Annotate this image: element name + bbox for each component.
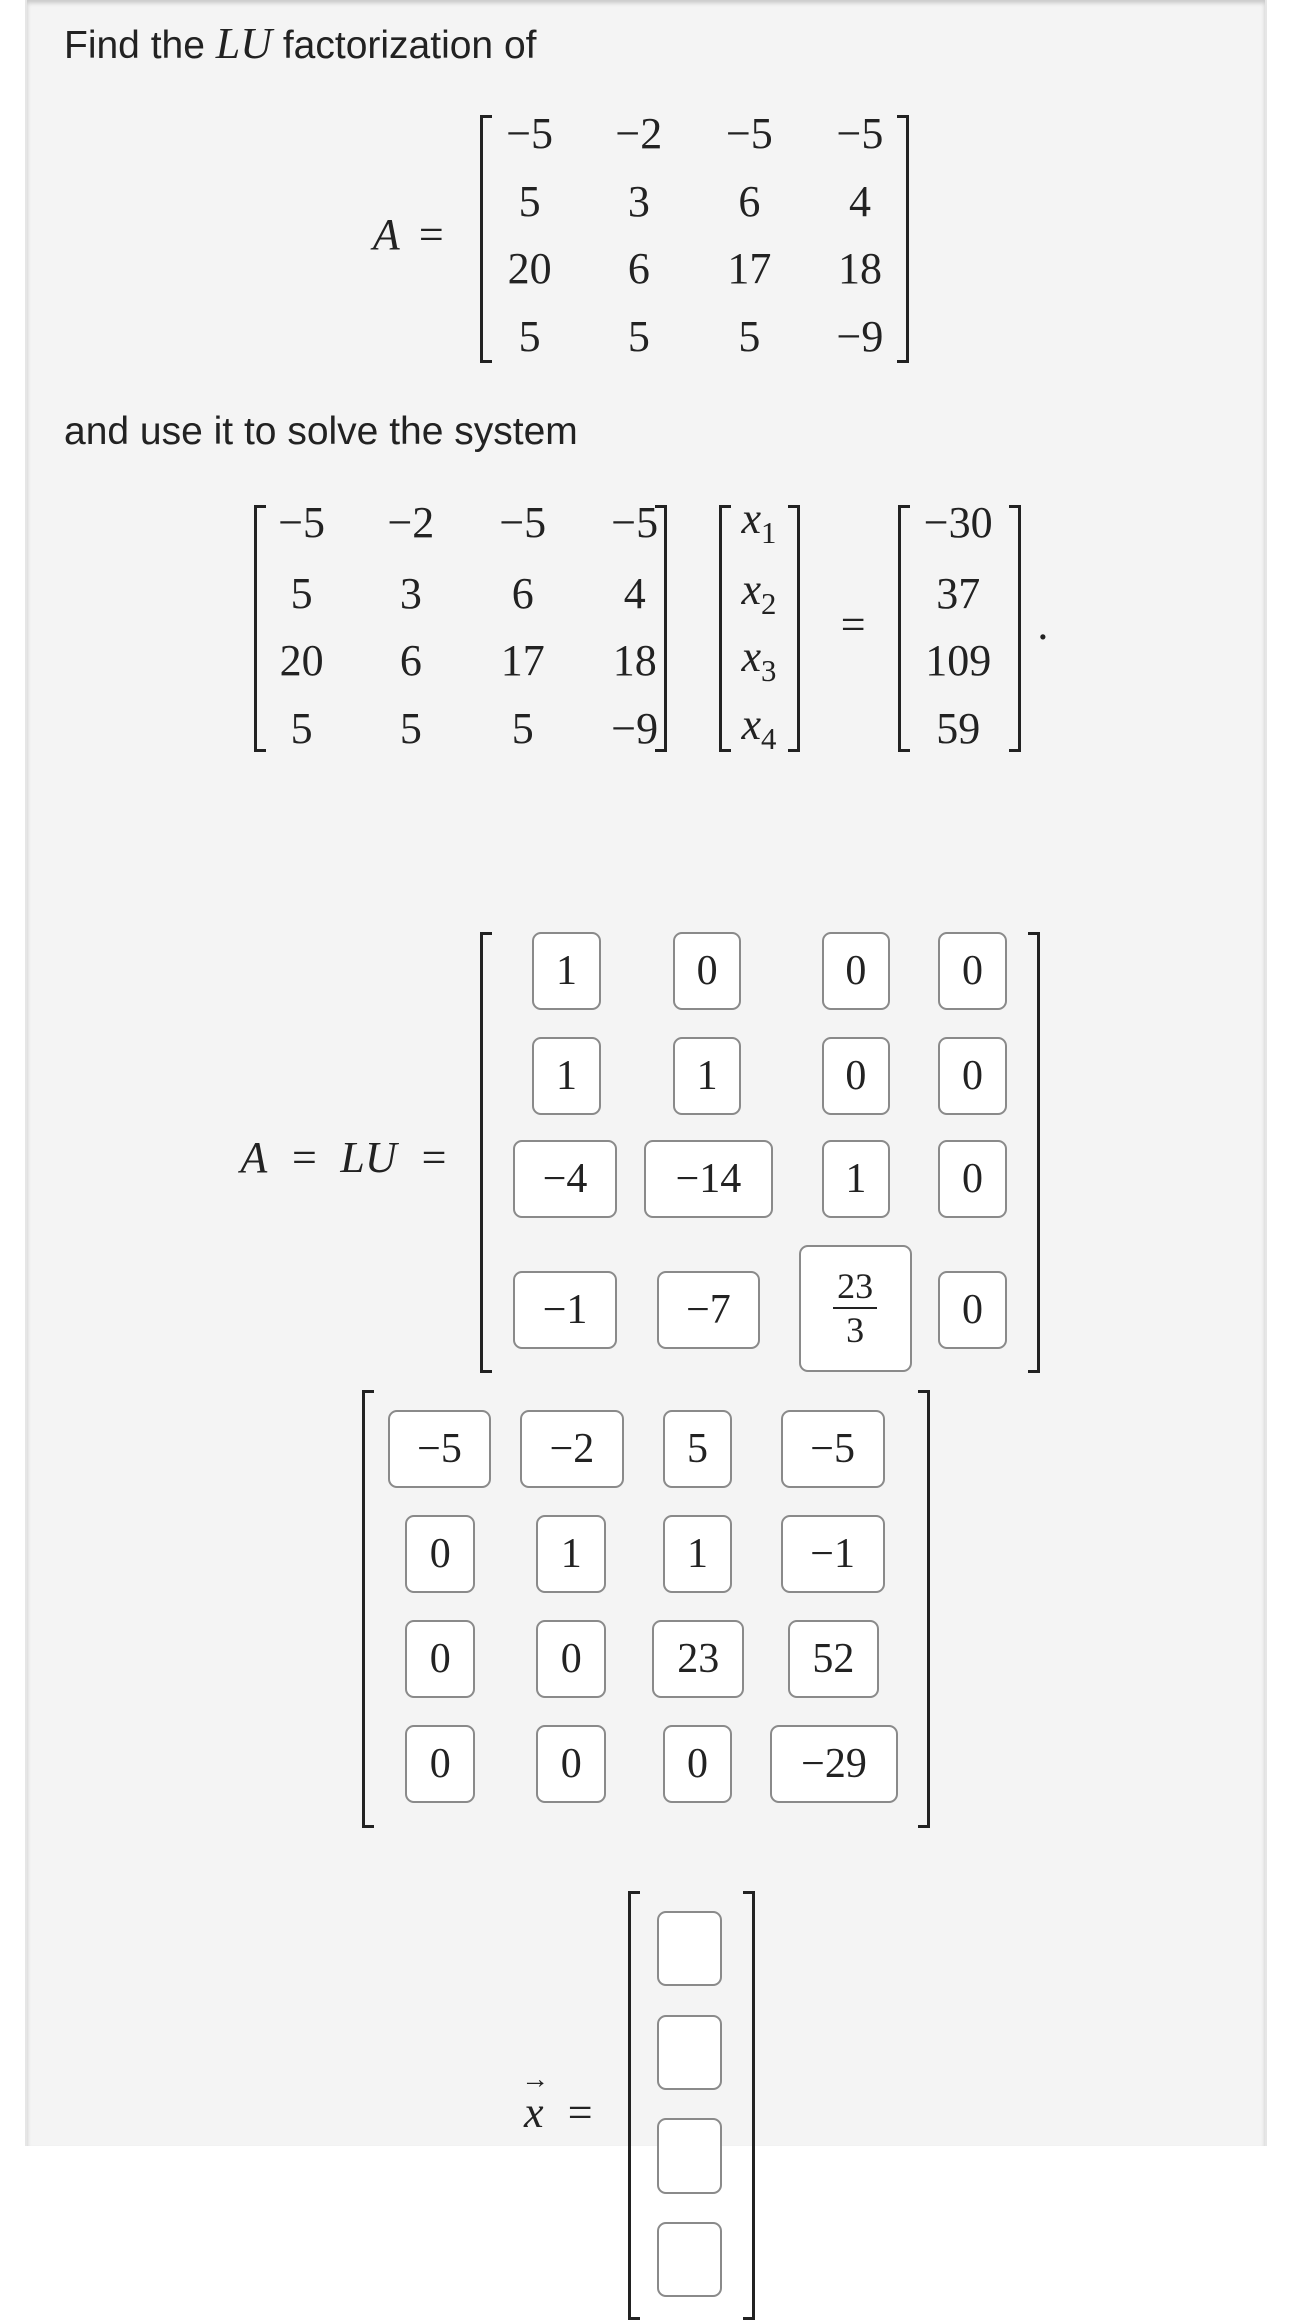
l-entry-input[interactable]: 0 — [938, 932, 1008, 1010]
rhs-vector-right-bracket — [1009, 505, 1021, 752]
u-entry-input[interactable]: 0 — [405, 1725, 475, 1803]
solution-entry-input[interactable] — [657, 1911, 723, 1986]
period: . — [1037, 600, 1049, 650]
u-entry-input[interactable]: −1 — [781, 1515, 885, 1593]
u-entry-input[interactable]: 23 — [652, 1620, 743, 1698]
solution-vector-left-bracket — [628, 1891, 640, 2320]
intro-after: factorization of — [272, 24, 537, 67]
u-entry-input[interactable]: −29 — [770, 1725, 898, 1803]
system-matrix-cell: 4 — [623, 568, 646, 618]
u-entry-input[interactable]: 0 — [536, 1725, 606, 1803]
u-entry-input[interactable]: 0 — [405, 1620, 475, 1698]
matrix-a-cell: −9 — [836, 312, 884, 362]
rhs-cell: 59 — [936, 703, 981, 753]
matrix-a-cell: 20 — [507, 243, 552, 293]
solution-arrow: → — [521, 2064, 550, 2096]
system-matrix-cell: −9 — [611, 703, 659, 753]
u-entry-input[interactable]: 0 — [663, 1725, 731, 1803]
l-matrix-right-bracket — [1028, 932, 1040, 1373]
numerator: 23 — [837, 1266, 874, 1307]
intro-text — [64, 18, 536, 69]
solution-entry-input[interactable] — [657, 2118, 723, 2193]
solution-entry-input[interactable] — [657, 2015, 723, 2090]
system-matrix-cell: 6 — [511, 568, 534, 618]
matrix-a-right-bracket — [897, 115, 909, 363]
u-entry-input[interactable]: −5 — [781, 1410, 885, 1488]
l-entry-input[interactable]: −14 — [644, 1140, 772, 1218]
u-entry-input[interactable]: 0 — [536, 1620, 606, 1698]
l-entry-input[interactable]: −7 — [657, 1271, 761, 1349]
solution-entry-input[interactable] — [657, 2222, 723, 2297]
fraction — [833, 1266, 877, 1351]
l-entry-input[interactable]: 1 — [532, 932, 600, 1010]
matrix-a-cell: 5 — [518, 177, 541, 227]
denominator: 3 — [846, 1310, 865, 1351]
unknown-variable: $x_4$ — [741, 700, 777, 756]
l-entry-input[interactable]: 0 — [822, 1037, 890, 1115]
rhs-vector-left-bracket — [898, 505, 910, 752]
system-matrix-left-bracket — [254, 505, 266, 752]
matrix-a-label: A — [372, 209, 400, 259]
system-matrix-cell: 18 — [612, 635, 657, 685]
fraction-bar — [833, 1307, 877, 1309]
system-matrix-cell: 3 — [399, 568, 422, 618]
factor-equals-2: = — [421, 1132, 447, 1182]
system-matrix-cell: 6 — [399, 635, 422, 685]
solution-vector-right-bracket — [743, 1891, 755, 2320]
matrix-a-cell: −5 — [506, 108, 554, 158]
solution-equals: = — [567, 2088, 593, 2138]
l-entry-input[interactable]: −1 — [513, 1271, 617, 1349]
matrix-a-cell: 3 — [627, 177, 650, 227]
l-entry-input[interactable]: 0 — [822, 932, 890, 1010]
u-entry-input[interactable]: −5 — [388, 1410, 492, 1488]
matrix-a-cell: −5 — [836, 108, 884, 158]
rhs-cell: 109 — [925, 635, 992, 685]
matrix-a-cell: 5 — [627, 312, 650, 362]
unknown-variable: $x_3$ — [741, 631, 777, 688]
u-entry-input[interactable]: −2 — [520, 1410, 624, 1488]
l-entry-input[interactable]: 0 — [938, 1271, 1008, 1349]
matrix-a-cell: −2 — [615, 108, 663, 158]
unknown-variable: $x_1$ — [741, 493, 777, 550]
u-entry-input[interactable]: 5 — [663, 1410, 731, 1488]
u-entry-input[interactable]: 1 — [536, 1515, 606, 1593]
l-entry-input[interactable]: 1 — [673, 1037, 741, 1115]
matrix-a-cell: 17 — [727, 243, 772, 293]
matrix-a-cell: 4 — [848, 177, 871, 227]
u-entry-input[interactable]: 52 — [788, 1620, 879, 1698]
matrix-a-cell: 18 — [837, 243, 882, 293]
system-matrix-cell: 5 — [290, 568, 313, 618]
matrix-a-left-bracket — [480, 115, 492, 363]
l-entry-input[interactable]: 0 — [938, 1140, 1008, 1218]
l-entry-input[interactable]: 0 — [938, 1037, 1008, 1115]
l-entry-input[interactable]: 1 — [532, 1037, 600, 1115]
u-matrix-left-bracket — [362, 1390, 374, 1828]
intro-lu: LU — [215, 19, 273, 68]
system-matrix-cell: −5 — [499, 497, 547, 547]
unknowns-vector-left-bracket — [719, 505, 731, 752]
system-matrix-cell: 5 — [399, 703, 422, 753]
system-text: and use it to solve the system — [64, 410, 578, 453]
unknown-variable: $x_2$ — [741, 564, 777, 621]
u-entry-input[interactable]: 0 — [405, 1515, 475, 1593]
matrix-a-cell: 5 — [738, 312, 761, 362]
matrix-a-cell: 6 — [738, 177, 761, 227]
matrix-a-equals: = — [418, 209, 444, 259]
system-matrix-cell: 5 — [511, 703, 534, 753]
matrix-a-cell: −5 — [725, 108, 773, 158]
matrix-a-cell: 5 — [518, 312, 541, 362]
l-entry-input[interactable] — [799, 1245, 912, 1372]
rhs-cell: −30 — [923, 497, 993, 547]
system-matrix-cell: −5 — [611, 497, 659, 547]
matrix-a-cell: 6 — [627, 243, 650, 293]
factor-lu-label: LU — [340, 1132, 397, 1182]
system-equals: = — [840, 600, 866, 650]
system-matrix-cell: −5 — [278, 497, 326, 547]
intro-before: Find the — [64, 24, 216, 67]
system-matrix-cell: −2 — [387, 497, 435, 547]
l-matrix-left-bracket — [480, 932, 492, 1373]
factor-equals-1: = — [291, 1132, 317, 1182]
l-entry-input[interactable]: 1 — [822, 1140, 890, 1218]
system-matrix-cell: 20 — [279, 635, 324, 685]
unknowns-vector-right-bracket — [788, 505, 800, 752]
system-matrix-cell: 17 — [500, 635, 545, 685]
solution-x-label: x — [523, 2088, 544, 2138]
factor-a-label: A — [240, 1132, 268, 1182]
u-matrix-right-bracket — [918, 1390, 930, 1828]
l-entry-input[interactable]: 0 — [673, 932, 741, 1010]
system-matrix-cell: 5 — [290, 703, 313, 753]
l-entry-input[interactable]: −4 — [513, 1140, 617, 1218]
u-entry-input[interactable]: 1 — [663, 1515, 731, 1593]
rhs-cell: 37 — [936, 568, 981, 618]
